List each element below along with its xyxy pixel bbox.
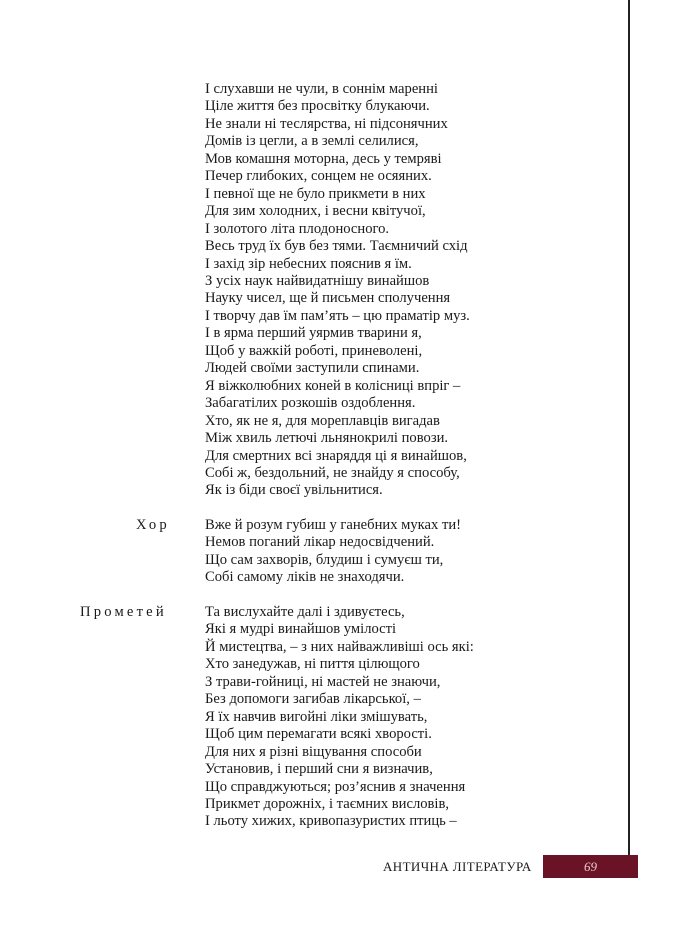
verse-line: І слухавши не чули, в соннім маренні bbox=[205, 81, 438, 97]
verse-line: Як із біди своєї увільнитися. bbox=[205, 482, 383, 499]
page-number: 69 bbox=[584, 859, 597, 874]
speaker-label-chorus: Хор bbox=[136, 517, 170, 533]
verse-line: Весь труд їх був без тями. Таємничий схід bbox=[205, 238, 468, 255]
verse-line: І льоту хижих, кривопазуристих птиць – bbox=[205, 813, 457, 830]
verse-line: І захід зір небесних пояснив я їм. bbox=[205, 255, 412, 272]
verse-line: Для смертних всі знаряддя ці я винайшов, bbox=[205, 447, 467, 464]
speech-prometheus bbox=[205, 604, 474, 831]
verse-line: І певної ще не було прикмети в них bbox=[205, 185, 426, 202]
verse-line: Не знали ні теслярства, ні підсонячних bbox=[205, 115, 448, 132]
verse-line: Для них я різні віщування способи bbox=[205, 743, 422, 760]
margin-rule bbox=[628, 0, 630, 872]
page-number-box bbox=[543, 855, 638, 878]
verse-line: Й мистецтва, – з них найважливіші ось які: bbox=[205, 638, 474, 655]
section-title: АНТИЧНА ЛІТЕРАТУРА bbox=[383, 859, 532, 874]
verse-line: І золотого літа плодоносного. bbox=[205, 220, 390, 237]
verse-line: І творчу дав їм пам’ять – цю праматір муз. bbox=[205, 307, 470, 324]
verse-line: З трави-гойниці, ні мастей не знаючи, bbox=[205, 673, 441, 690]
verse-line: Та вислухайте далі і здивуєтесь, bbox=[205, 604, 405, 620]
verse-line: Хто, як не я, для мореплавців вигадав bbox=[205, 412, 440, 429]
verse-line: З усіх наук найвидатнішу винайшов bbox=[205, 272, 430, 289]
verse-line: Які я мудрі винайшов умілості bbox=[205, 621, 397, 638]
verse-line: Що справджуються; роз’яснив я значення bbox=[205, 778, 466, 795]
speech-chorus bbox=[205, 517, 461, 587]
verse-line: Прикмет дорожніх, і таємних висловів, bbox=[205, 795, 450, 812]
verse-line: Я їх навчив вигойні ліки змішувать, bbox=[205, 708, 428, 725]
verse-line: Вже й розум губиш у ганебних муках ти! bbox=[205, 517, 462, 533]
speech-continuation bbox=[205, 81, 470, 500]
verse-line: Людей своїми заступили спинами. bbox=[205, 360, 420, 377]
verse-line: Без допомоги загибав лікарської, – bbox=[205, 691, 421, 708]
verse-line: Мов комашня моторна, десь у темряві bbox=[205, 150, 442, 167]
verse-line: Щоб цим перемагати всякі хворості. bbox=[205, 726, 432, 743]
verse-line: Між хвиль летючі льнянокрилі повози. bbox=[205, 430, 449, 447]
verse-line: Для зим холодних, і весни квітучої, bbox=[205, 203, 426, 220]
verse-line: Ціле життя без просвітку блукаючи. bbox=[205, 98, 430, 115]
verse-line: Я віжколюбних коней в колісниці впріг – bbox=[205, 377, 461, 394]
verse-line: І в ярма перший уярмив тварини я, bbox=[205, 325, 422, 342]
verse-line: Забагатілих розкошів оздоблення. bbox=[205, 395, 416, 412]
verse-line: Домів із цегли, а в землі селилися, bbox=[205, 133, 419, 150]
verse-line: Собі самому ліків не знаходячи. bbox=[205, 569, 405, 586]
verse-line: Щоб у важкій роботі, приневолені, bbox=[205, 342, 423, 359]
verse-line: Науку чисел, ще й письмен сполучення bbox=[205, 290, 451, 307]
verse-line: Що сам захворів, блудиш і сумуєш ти, bbox=[205, 551, 444, 568]
verse-line: Собі ж, бездольний, не знайду я способу, bbox=[205, 464, 460, 481]
verse-line: Печер глибоких, сонцем не осяяних. bbox=[205, 168, 432, 185]
speaker-label-prometheus: Прометей bbox=[80, 604, 167, 620]
verse-line: Установив, і перший сни я визначив, bbox=[205, 761, 433, 778]
verse-line: Немов поганий лікар недосвідчений. bbox=[205, 534, 435, 551]
verse-line: Хто занедужав, ні пиття цілющого bbox=[205, 656, 420, 673]
